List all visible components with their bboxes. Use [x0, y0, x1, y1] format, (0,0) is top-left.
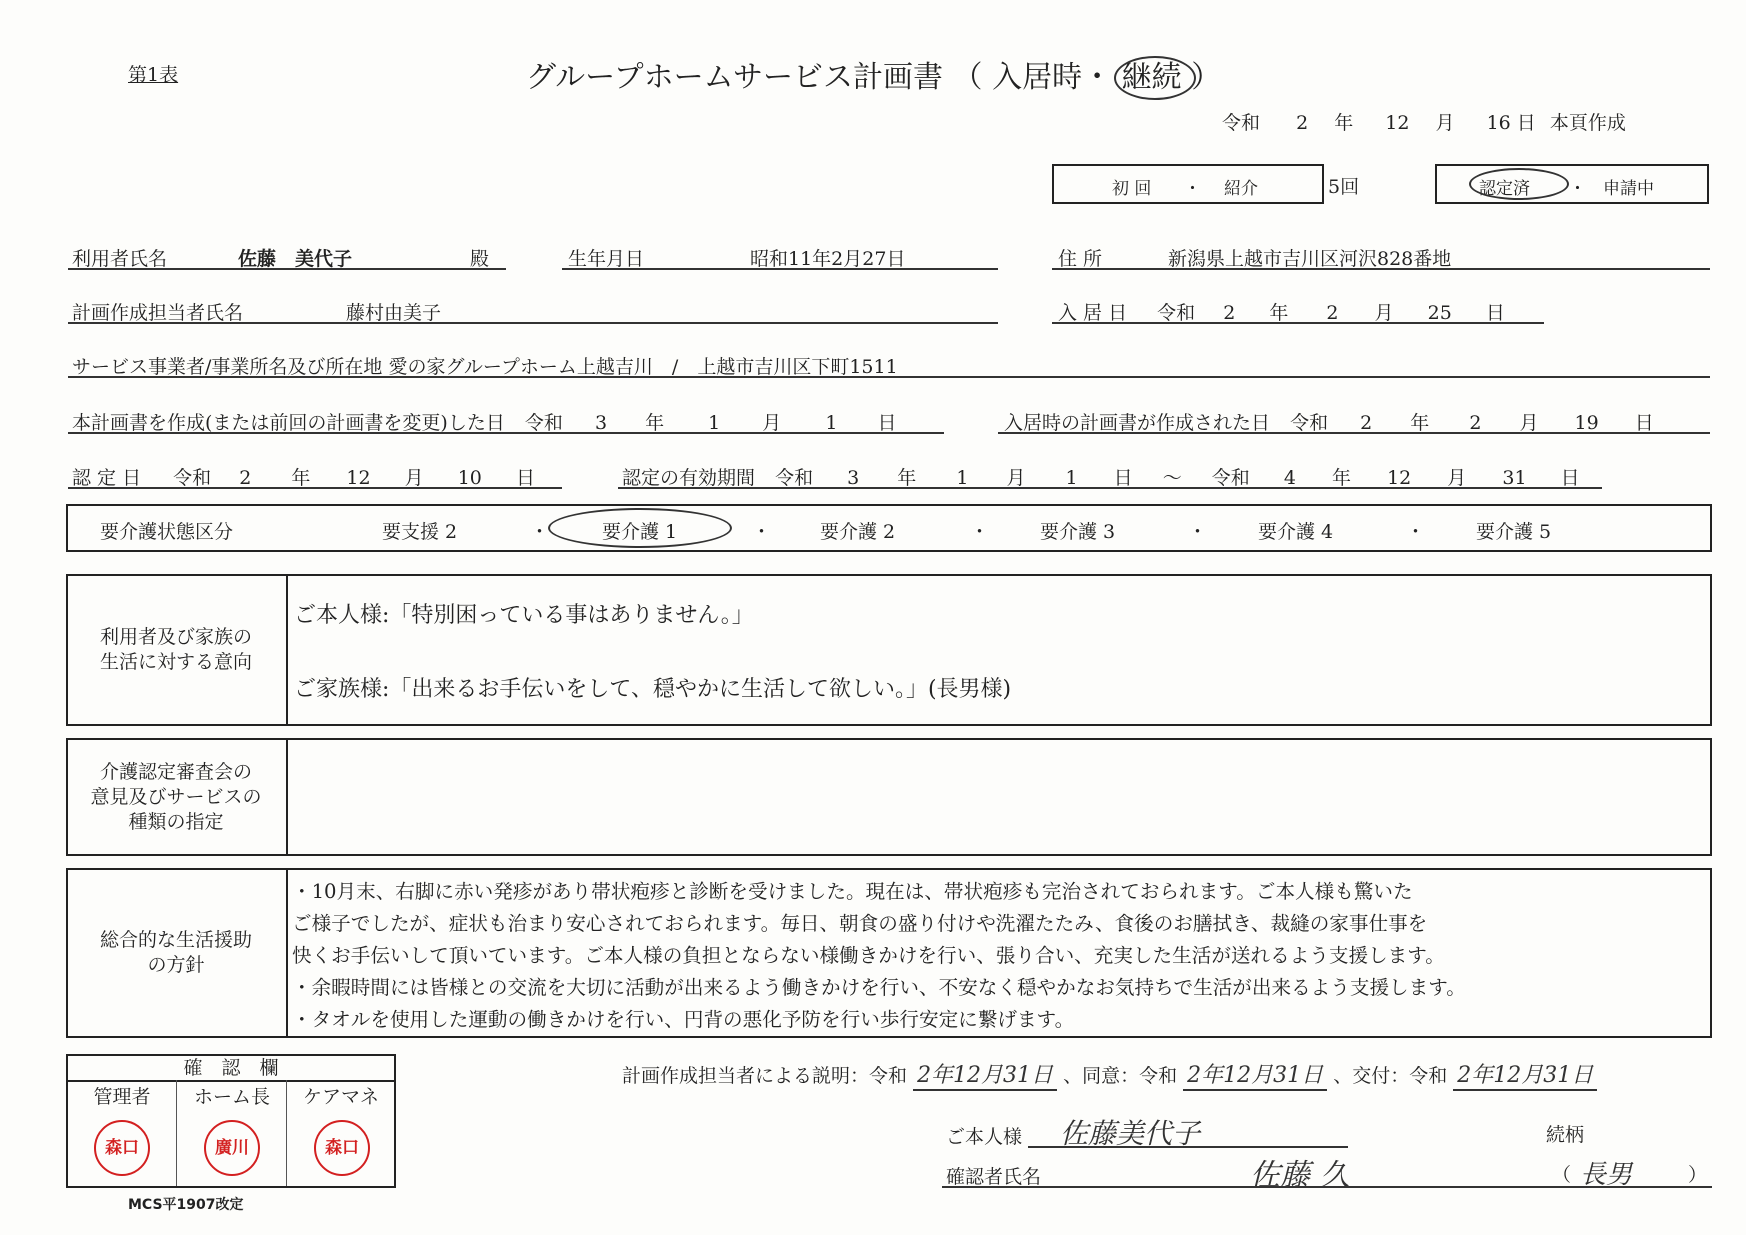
care-level-option: 要介護 4	[1258, 521, 1334, 543]
birth-label: 生年月日	[568, 248, 645, 270]
committee-label-line: 種類の指定	[128, 810, 224, 833]
intentions-label-line: 利用者及び家族の	[99, 626, 252, 648]
confirm-title: 確 認 欄	[183, 1057, 279, 1079]
referral-box	[1052, 164, 1324, 204]
policy-line: ・10月末、右脚に赤い発疹があり帯状疱疹と診断を受けました。現在は、帯状疱疹も完治されておられます。ご本人様も驚いた	[292, 880, 1413, 903]
seal-manager	[94, 1120, 150, 1176]
relation-paren-open: （	[1552, 1164, 1572, 1186]
referral-first: 初 回	[1112, 179, 1152, 199]
delivery-label: 、交付：令和	[1333, 1065, 1448, 1087]
initial-plan-day-unit: 日	[1634, 412, 1654, 434]
consent-date: 2年12月31日	[1183, 1058, 1327, 1091]
policy-line: ご様子でしたが、症状も治まり安心されておられます。毎日、朝食の盛り付けや洗濯たたみ、食後のお膳拭き、裁縫の家事仕事を	[292, 912, 1428, 935]
underline	[68, 487, 562, 489]
seal-text: 森口	[325, 1137, 359, 1158]
committee-label-line: 意見及びサービスの	[90, 785, 262, 808]
validity-to-day: 31	[1502, 467, 1527, 489]
referral-referral: 紹介	[1224, 179, 1258, 199]
policy-text	[292, 876, 1466, 1036]
relation-paren-close: ）	[1688, 1164, 1708, 1186]
confirm-col-home-head: ホーム長	[193, 1086, 270, 1108]
care-level-option: 要支援 2	[382, 521, 458, 543]
confirmer-label: 確認者氏名	[946, 1166, 1042, 1188]
seal-text: 森口	[105, 1137, 139, 1158]
policy-label-line: 総合的な生活援助	[99, 929, 252, 951]
validity-tilde: ～	[1162, 467, 1182, 489]
validity-to-day-unit: 日	[1560, 467, 1580, 489]
initial-plan-era: 令和	[1290, 412, 1329, 434]
created-year-unit: 年	[1334, 112, 1354, 134]
underline	[68, 432, 944, 434]
created-day: 16	[1486, 112, 1511, 134]
initial-plan-month-unit: 月	[1519, 412, 1539, 434]
care-level-dot: ・	[530, 521, 550, 543]
validity-from-month: 1	[956, 467, 969, 489]
cert-date-year-unit: 年	[291, 467, 311, 489]
initial-plan-year: 2	[1360, 412, 1373, 434]
referral-dot: ・	[1184, 179, 1201, 199]
cert-date-month-unit: 月	[404, 467, 424, 489]
created-date	[1222, 108, 1626, 135]
committee-label-line: 介護認定審査会の	[99, 760, 252, 783]
cert-dot: ・	[1569, 179, 1586, 199]
selected-circle	[1114, 56, 1196, 100]
initial-plan-year-unit: 年	[1410, 412, 1430, 434]
initial-plan-day: 19	[1574, 412, 1599, 434]
care-level-dot: ・	[970, 521, 990, 543]
intentions-family: ご家族様:「出来るお手伝いをして、穏やかに生活して欲しい。」(長男様)	[294, 677, 1012, 702]
policy-line: 快くお手伝いして頂いています。ご本人様の負担とならない様働きかけを行い、張り合い、充実した生活が送れるよう支援します。	[292, 944, 1445, 967]
self-signature: 佐藤美代子	[1060, 1117, 1201, 1150]
address-value: 新潟県上越市吉川区河沢828番地	[1168, 248, 1452, 270]
relation-label: 続柄	[1546, 1124, 1585, 1146]
confirm-table	[66, 1054, 396, 1188]
validity-label: 認定の有効期間	[622, 467, 756, 489]
confirm-col-manager: 管理者	[93, 1086, 151, 1108]
validity-from-day: 1	[1065, 467, 1078, 489]
explanation-label: 計画作成担当者による説明：令和	[622, 1065, 908, 1087]
underline	[68, 322, 998, 324]
form-code: MCS平1907改定	[128, 1197, 244, 1213]
created-month-unit: 月	[1435, 112, 1455, 134]
title-paren-close: ）	[1191, 60, 1222, 95]
validity-from-era: 令和	[775, 467, 814, 489]
underline	[562, 268, 998, 270]
validity-to-month: 12	[1387, 467, 1412, 489]
page-title	[526, 52, 1221, 96]
planner-label: 計画作成担当者氏名	[72, 302, 244, 324]
cert-date-year: 2	[239, 467, 252, 489]
explanation-date: 2年12月31日	[913, 1058, 1057, 1091]
consent-label: 、同意：令和	[1063, 1065, 1178, 1087]
care-level-dot: ・	[1188, 521, 1208, 543]
validity-to-month-unit: 月	[1447, 467, 1467, 489]
title-paren-open: （	[952, 60, 983, 95]
selected-circle	[548, 508, 732, 548]
cert-box	[1435, 164, 1709, 204]
committee-label	[68, 740, 284, 854]
cert-certified: 認定済	[1479, 179, 1530, 199]
care-level-dot: ・	[1406, 521, 1426, 543]
cert-date-day: 10	[457, 467, 482, 489]
delivery-date: 2年12月31日	[1453, 1058, 1597, 1091]
underline	[1028, 1146, 1348, 1148]
care-level-option-selected: 要介護 1	[602, 521, 678, 543]
care-level-dot: ・	[752, 521, 772, 543]
plan-date-era: 令和	[524, 412, 563, 434]
underline	[618, 487, 1602, 489]
intentions-self: ご本人様:「特別困っている事はありません。」	[294, 603, 754, 628]
divider	[286, 1080, 287, 1186]
seal-caremanager	[314, 1120, 370, 1176]
underline	[68, 376, 1710, 378]
cert-date-day-unit: 日	[515, 467, 535, 489]
title-option-keizoku-text: 継続	[1121, 60, 1182, 95]
move-in-label: 入 居 日	[1058, 302, 1128, 324]
title-option-keizoku	[1122, 60, 1192, 95]
explanation-line	[622, 1058, 1597, 1091]
initial-plan-month: 2	[1469, 412, 1482, 434]
underline	[998, 432, 1710, 434]
initial-plan-label: 入居時の計画書が作成された日	[1004, 412, 1271, 434]
divider	[286, 870, 288, 1036]
care-level-option: 要介護 2	[820, 521, 896, 543]
cert-date-month: 12	[346, 467, 371, 489]
plan-date-month: 1	[708, 412, 721, 434]
birth-value: 昭和11年2月27日	[750, 248, 906, 270]
title-text: グループホームサービス計画書	[526, 60, 943, 95]
confirm-col-caremanager: ケアマネ	[302, 1086, 379, 1108]
divider	[176, 1080, 177, 1186]
seal-home-head	[204, 1120, 260, 1176]
policy-label	[68, 870, 284, 1036]
self-sign-label: ご本人様	[946, 1126, 1023, 1148]
move-in-year: 2	[1223, 302, 1236, 324]
underline	[68, 268, 506, 270]
care-level-label: 要介護状態区分	[100, 521, 234, 543]
confirmer-signature: 佐藤 久	[1250, 1158, 1350, 1193]
planner-value: 藤村由美子	[346, 302, 442, 324]
created-year: 2	[1296, 112, 1309, 134]
intentions-label-line: 生活に対する意向	[99, 651, 252, 673]
underline	[1052, 322, 1544, 324]
validity-from-month-unit: 月	[1006, 467, 1026, 489]
title-option-nyukyo: 入居時・	[992, 60, 1113, 95]
plan-date	[72, 408, 897, 435]
relation-value: 長男	[1580, 1160, 1633, 1190]
user-honorific: 殿	[470, 248, 490, 270]
move-in-day-unit: 日	[1485, 302, 1505, 324]
plan-date-day: 1	[825, 412, 838, 434]
move-in-era: 令和	[1157, 302, 1196, 324]
move-in-month: 2	[1326, 302, 1339, 324]
policy-line: ・タオルを使用した運動の働きかけを行い、円背の悪化予防を行い歩行安定に繋げます。	[292, 1008, 1075, 1031]
created-suffix: 本頁作成	[1549, 112, 1626, 134]
policy-box	[66, 868, 1712, 1038]
policy-label-line: の方針	[147, 954, 205, 976]
created-day-unit: 日	[1516, 112, 1536, 134]
care-level-option: 要介護 5	[1476, 521, 1552, 543]
user-name-label: 利用者氏名	[72, 248, 168, 270]
validity	[622, 463, 1580, 490]
divider	[286, 740, 288, 854]
initial-plan-date	[1004, 408, 1654, 435]
validity-from-day-unit: 日	[1113, 467, 1133, 489]
created-era: 令和	[1222, 112, 1261, 134]
validity-from-year: 3	[847, 467, 860, 489]
seal-text: 廣川	[215, 1137, 249, 1158]
underline	[1052, 268, 1710, 270]
plan-date-label: 本計画書を作成(または前回の計画書を変更)した日	[72, 412, 505, 434]
visit-count: 5回	[1328, 176, 1360, 198]
cert-date-label: 認 定 日	[72, 467, 142, 489]
committee-box	[66, 738, 1712, 856]
cert-date	[72, 463, 535, 490]
plan-date-day-unit: 日	[877, 412, 897, 434]
validity-to-year-unit: 年	[1332, 467, 1352, 489]
selected-circle	[1469, 168, 1569, 200]
divider	[286, 576, 288, 724]
address-label: 住 所	[1058, 248, 1103, 270]
policy-line: ・余暇時間には皆様との交流を大切に活動が出来るよう働きかけを行い、不安なく穏やかなお気持ちで生活が出来るよう支援します。	[292, 976, 1466, 999]
user-name: 佐藤 美代子	[238, 248, 353, 270]
care-level-box	[66, 504, 1712, 552]
validity-to-era: 令和	[1211, 467, 1250, 489]
care-level-option: 要介護 3	[1040, 521, 1116, 543]
plan-date-year: 3	[594, 412, 608, 434]
created-month: 12	[1385, 112, 1410, 134]
table-label: 第1表	[128, 64, 179, 86]
plan-date-year-unit: 年	[645, 412, 665, 434]
cert-applying: 申請中	[1603, 179, 1654, 199]
move-in-date	[1058, 298, 1505, 325]
move-in-month-unit: 月	[1374, 302, 1394, 324]
intentions-label	[68, 576, 284, 724]
validity-from-year-unit: 年	[897, 467, 917, 489]
cert-date-era: 令和	[173, 467, 212, 489]
move-in-year-unit: 年	[1269, 302, 1289, 324]
provider: サービス事業者/事業所名及び所在地 愛の家グループホーム上越吉川 / 上越市吉川区下町1511	[72, 356, 898, 378]
intentions-box	[66, 574, 1712, 726]
move-in-day: 25	[1427, 302, 1452, 324]
plan-date-month-unit: 月	[762, 412, 782, 434]
validity-to-year: 4	[1283, 467, 1296, 489]
